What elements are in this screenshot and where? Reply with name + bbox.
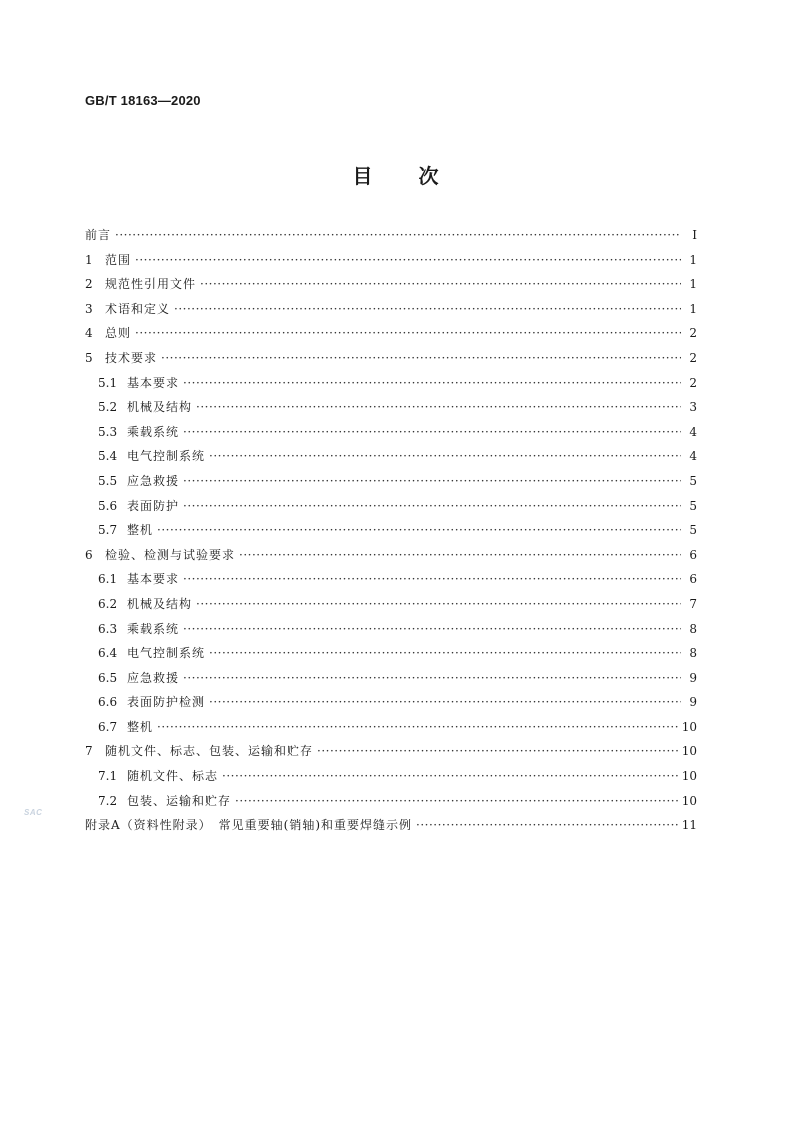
toc-entry-number: 3 [85, 301, 93, 316]
toc-entry-page: 6 [689, 572, 697, 587]
toc-leader-dots [174, 302, 681, 316]
toc-leader-dots [209, 449, 681, 463]
toc-entry-page: 10 [681, 769, 697, 784]
toc-entry-label: 机械及结构 [127, 596, 193, 611]
toc-leader-dots [157, 523, 681, 537]
toc-entry-number: 6.7 [98, 719, 118, 734]
toc-entry-number: 6.2 [98, 596, 118, 611]
toc-leader-dots [161, 351, 681, 365]
toc-entry[interactable] [85, 644, 697, 669]
toc-entry-label: 表面防护检测 [127, 695, 206, 710]
toc-leader-dots [135, 253, 681, 267]
toc-entry-page: 10 [681, 719, 697, 734]
toc-leader-dots [222, 769, 678, 783]
toc-entry[interactable] [85, 324, 697, 349]
toc-entry-label: 整机 [127, 719, 154, 734]
toc-leader-dots [183, 425, 681, 439]
toc-entry-label: 随机文件、标志 [127, 769, 219, 784]
toc-entry-page: 7 [689, 596, 697, 611]
toc-entry-number: 7 [85, 744, 93, 759]
toc-entry-page: 1 [689, 277, 697, 292]
toc-entry-label: 基本要求 [127, 375, 180, 390]
toc-leader-dots [209, 695, 681, 709]
toc-entry-page: 10 [681, 793, 697, 808]
toc-entry-number: 6.4 [98, 646, 118, 661]
toc-entry[interactable] [85, 816, 697, 841]
toc-entry-page: 11 [681, 818, 697, 833]
toc-leader-dots [183, 572, 681, 586]
toc-entry-number: 5.7 [98, 523, 118, 538]
toc-entry-label: 电气控制系统 [127, 646, 206, 661]
toc-entry-label: 应急救援 [127, 670, 180, 685]
toc-entry-label: 电气控制系统 [127, 449, 206, 464]
toc-leader-dots [183, 671, 681, 685]
toc-entry[interactable] [85, 669, 697, 694]
toc-leader-dots [183, 499, 681, 513]
toc-leader-dots [115, 228, 681, 242]
toc-leader-dots [416, 818, 678, 832]
toc-entry-page: 2 [689, 326, 697, 341]
toc-entry-number: 6.3 [98, 621, 118, 636]
sac-watermark: SAC [24, 808, 43, 817]
toc-entry-number: 6.1 [98, 572, 118, 587]
toc-entry-number: 5 [85, 350, 93, 365]
toc-entry[interactable] [85, 570, 697, 595]
toc-entry-page: 2 [689, 350, 697, 365]
toc-entry-page: 9 [689, 670, 697, 685]
toc-entry-number: 5.4 [98, 449, 118, 464]
toc-entry[interactable] [85, 742, 697, 767]
toc-entry-page: 5 [689, 523, 697, 538]
toc-entry-page: 10 [681, 744, 697, 759]
toc-entry[interactable] [85, 300, 697, 325]
toc-entry-page: 3 [689, 400, 697, 415]
toc-entry[interactable] [85, 718, 697, 743]
toc-entry-page: 6 [689, 547, 697, 562]
toc-leader-dots [317, 744, 678, 758]
toc-entry-label: 机械及结构 [127, 400, 193, 415]
toc-entry-number: 7.1 [98, 769, 118, 784]
standard-code: GB/T 18163—2020 [85, 93, 201, 108]
toc-entry[interactable] [85, 620, 697, 645]
toc-entry-label: 范围 [105, 252, 132, 267]
toc-entry-label: 前言 [85, 228, 112, 242]
toc-leader-dots [183, 376, 681, 390]
toc-entry[interactable] [85, 275, 697, 300]
toc-entry-number: 5.1 [98, 375, 118, 390]
toc-entry-page: 8 [689, 646, 697, 661]
toc-leader-dots [196, 597, 681, 611]
table-of-contents [85, 226, 697, 841]
page-title: 目 次 [352, 164, 441, 188]
toc-leader-dots [135, 326, 681, 340]
toc-entry[interactable] [85, 447, 697, 472]
toc-leader-dots [196, 400, 681, 414]
toc-entry-page: 1 [689, 252, 697, 267]
toc-entry-number: 5.3 [98, 424, 118, 439]
toc-entry[interactable] [85, 497, 697, 522]
toc-entry-number: 5.6 [98, 498, 118, 513]
toc-entry-page: 2 [689, 375, 697, 390]
toc-entry[interactable] [85, 349, 697, 374]
toc-entry-label: 附录A（资料性附录） 常见重要轴(销轴)和重要焊缝示例 [85, 818, 413, 833]
toc-entry-page: 4 [689, 449, 697, 464]
toc-entry[interactable] [85, 792, 697, 817]
toc-entry[interactable] [85, 398, 697, 423]
toc-entry-number: 2 [85, 277, 93, 292]
toc-entry[interactable] [85, 693, 697, 718]
toc-leader-dots [209, 646, 681, 660]
toc-entry-label: 总则 [105, 326, 132, 341]
toc-entry-label: 乘载系统 [127, 424, 180, 439]
toc-leader-dots [183, 622, 681, 636]
toc-entry-page: 5 [689, 498, 697, 513]
toc-entry[interactable] [85, 521, 697, 546]
toc-entry-page: 4 [689, 424, 697, 439]
toc-entry-label: 包装、运输和贮存 [127, 793, 232, 808]
toc-leader-dots [239, 548, 681, 562]
toc-entry-label: 随机文件、标志、包装、运输和贮存 [105, 744, 314, 759]
toc-entry[interactable] [85, 423, 697, 448]
toc-entry-label: 应急救援 [127, 473, 180, 488]
toc-entry-label: 术语和定义 [105, 301, 171, 316]
toc-entry-page: 5 [689, 473, 697, 488]
toc-entry-number: 6.5 [98, 670, 118, 685]
toc-entry-label: 技术要求 [105, 350, 158, 365]
toc-entry-number: 7.2 [98, 793, 118, 808]
toc-entry-label: 整机 [127, 523, 154, 538]
toc-leader-dots [235, 794, 678, 808]
toc-leader-dots [183, 474, 681, 488]
toc-entry-label: 乘载系统 [127, 621, 180, 636]
toc-entry-number: 6 [85, 547, 93, 562]
toc-entry-label: 基本要求 [127, 572, 180, 587]
toc-entry[interactable] [85, 374, 697, 399]
toc-entry[interactable] [85, 472, 697, 497]
toc-entry[interactable] [85, 595, 697, 620]
toc-entry-label: 检验、检测与试验要求 [105, 547, 236, 562]
toc-entry-label: 表面防护 [127, 498, 180, 513]
toc-leader-dots [157, 720, 678, 734]
toc-entry-number: 5.5 [98, 473, 118, 488]
toc-entry[interactable] [85, 767, 697, 792]
toc-entry-number: 4 [85, 326, 93, 341]
toc-entry-number: 5.2 [98, 400, 118, 415]
toc-entry-page: Ⅰ [692, 228, 697, 242]
toc-leader-dots [200, 277, 681, 291]
toc-entry[interactable] [85, 251, 697, 276]
toc-entry-number: 6.6 [98, 695, 118, 710]
toc-entry-number: 1 [85, 252, 93, 267]
toc-entry[interactable] [85, 546, 697, 571]
toc-entry[interactable] [85, 226, 697, 251]
toc-entry-label: 规范性引用文件 [105, 277, 197, 292]
toc-entry-page: 1 [689, 301, 697, 316]
toc-entry-page: 8 [689, 621, 697, 636]
toc-entry-page: 9 [689, 695, 697, 710]
